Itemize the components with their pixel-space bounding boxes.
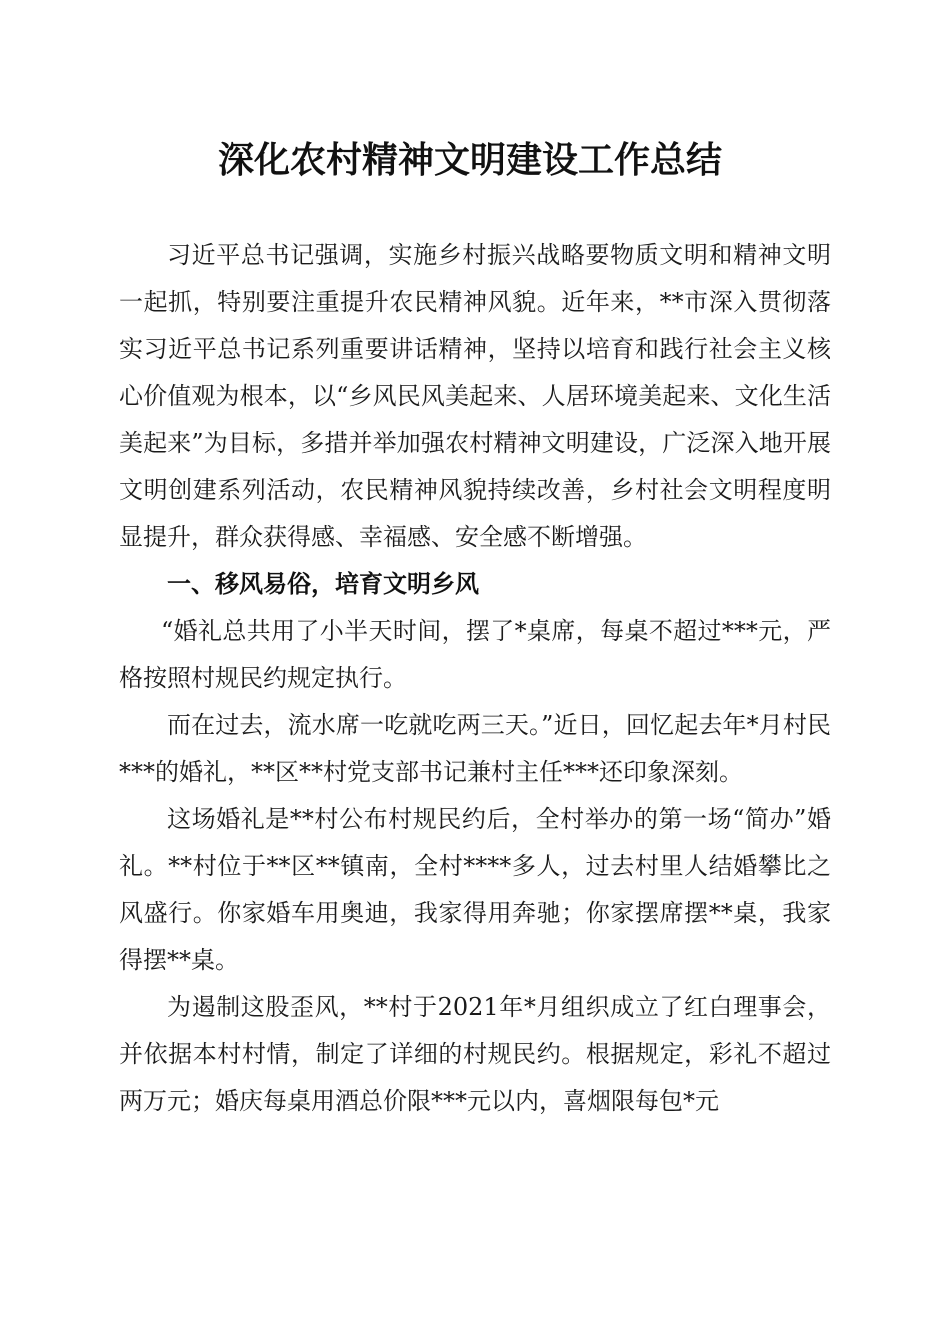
section-paragraph: 为遏制这股歪风，**村于2021年*月组织成立了红白理事会，并依据本村村情，制定了详细的村规民约。根据规定，彩礼不超过两万元；婚庆每桌用酒总价限***元以内，喜烟限每包*元 (119, 993, 831, 1115)
document-title: 深化农村精神文明建设工作总结 (217, 139, 722, 181)
intro-paragraph: 习近平总书记强调，实施乡村振兴战略要物质文明和精神文明一起抓，特别要注重提升农民精神风貌。近年来，**市深入贯彻落实习近平总书记系列重要讲话精神，坚持以培育和践行社会主义核心价值观为根本，以“乡风民风美起来、人居环境美起来、文化生活美起来”为目标，多措并举加强农村精神文明建设，广泛深入地开展文明创建系列活动，农民精神风貌持续改善，乡村社会文明程度明显提升，群众获得感、幸福感、安全感不断增强。 (119, 241, 831, 551)
section-paragraph: “婚礼总共用了小半天时间，摆了*桌席，每桌不超过***元，严格按照村规民约规定执行。 (119, 617, 831, 692)
document-body (119, 232, 831, 1125)
section-heading: 一、移风易俗，培育文明乡风 (167, 570, 479, 598)
section-paragraph: 这场婚礼是**村公布村规民约后，全村举办的第一场“简办”婚礼。**村位于**区**镇南，全村****多人，过去村里人结婚攀比之风盛行。你家婚车用奥迪，我家得用奔驰；你家摆席摆**桌，我家得摆**桌。 (119, 805, 831, 974)
section-paragraph: 而在过去，流水席一吃就吃两三天。”近日，回忆起去年*月村民***的婚礼，**区**村党支部书记兼村主任***还印象深刻。 (119, 711, 831, 786)
